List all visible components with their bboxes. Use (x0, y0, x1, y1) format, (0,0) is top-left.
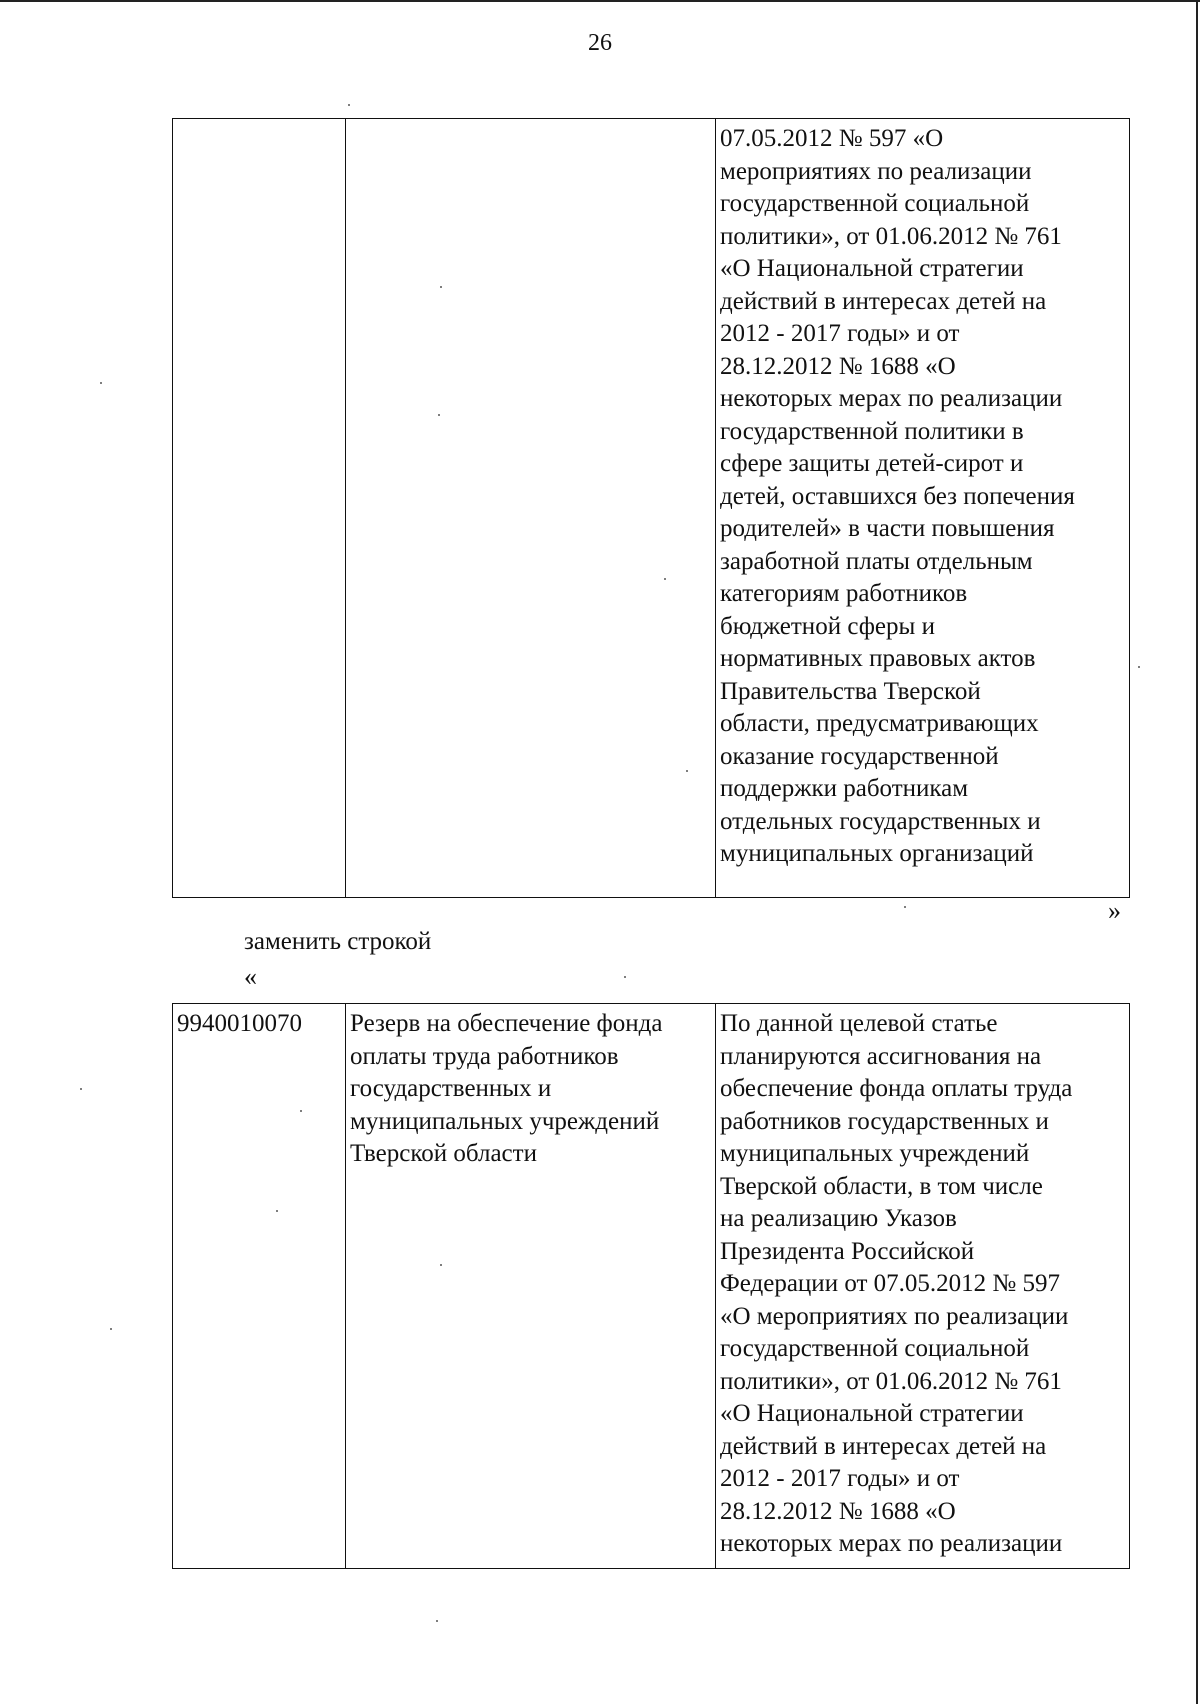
description-text: По данной целевой статье планируются ассигнования на обеспечение фонда оплаты труда работников государственных и муниципальных учреждений Тверской области, в том числе на реализацию Указов Президента Российской Федерации от 07.05.2012 № 597 «О мероприятиях по реализации государственной социальной политики», от 01.06.2012 № 761 «О Национальной стратегии действий в интересах детей на 2012 - 2017 годы» и от 28.12.2012 № 1688 «О некоторых мерах по реализации (720, 1010, 1073, 1557)
scan-speck (436, 1620, 438, 1622)
scan-speck (624, 976, 626, 978)
code-cell (173, 119, 346, 898)
scan-speck (438, 414, 440, 416)
scan-speck (1138, 666, 1140, 668)
scan-edge-top (0, 0, 1200, 2)
replace-instruction: заменить строкой (244, 928, 432, 955)
code-cell (173, 1004, 346, 1569)
scan-speck (440, 286, 442, 288)
description-cell (716, 1004, 1130, 1569)
scan-speck (440, 1264, 442, 1266)
name-cell (346, 1004, 716, 1569)
table-replacement-row (172, 1003, 1130, 1569)
name-cell (346, 119, 716, 898)
closing-quote: » (1108, 896, 1121, 925)
description-cell (716, 119, 1130, 898)
description-text: 07.05.2012 № 597 «О мероприятиях по реализации государственной социальной политики», от 01.06.2012 № 761 «О Национальной стратегии действий в интересах детей на 2012 - 2017 годы» и от 28.12.2012 № 1688 «О некоторых мерах по реализации государственной политики в сфере защиты детей-сирот и детей, оставшихся без попечения родителей» в части повышения заработной платы отдельным категориям работников бюджетной сферы и нормативных правовых актов Правительства Тверской области, предусматривающих оказание государственной поддержки работникам отдельных государственных и муниципальных организаций (720, 125, 1075, 867)
scan-speck (664, 578, 666, 580)
code-text: 9940010070 (177, 1010, 302, 1037)
scan-speck (348, 104, 350, 106)
scan-speck (904, 906, 906, 908)
scan-speck (110, 1328, 112, 1330)
table-continued-row (172, 118, 1130, 898)
name-text: Резерв на обеспечение фонда оплаты труда работников государственных и муниципальных учреждений Тверской области (350, 1010, 663, 1167)
page-number: 26 (588, 30, 612, 56)
scan-speck (300, 1110, 302, 1112)
opening-quote: « (244, 962, 257, 991)
table-row (173, 119, 1130, 898)
scan-speck (276, 1210, 278, 1212)
scan-speck (80, 1088, 82, 1090)
scan-edge-right (1196, 0, 1198, 1704)
scan-speck (100, 382, 102, 384)
scan-speck (686, 770, 688, 772)
table-row (173, 1004, 1130, 1569)
